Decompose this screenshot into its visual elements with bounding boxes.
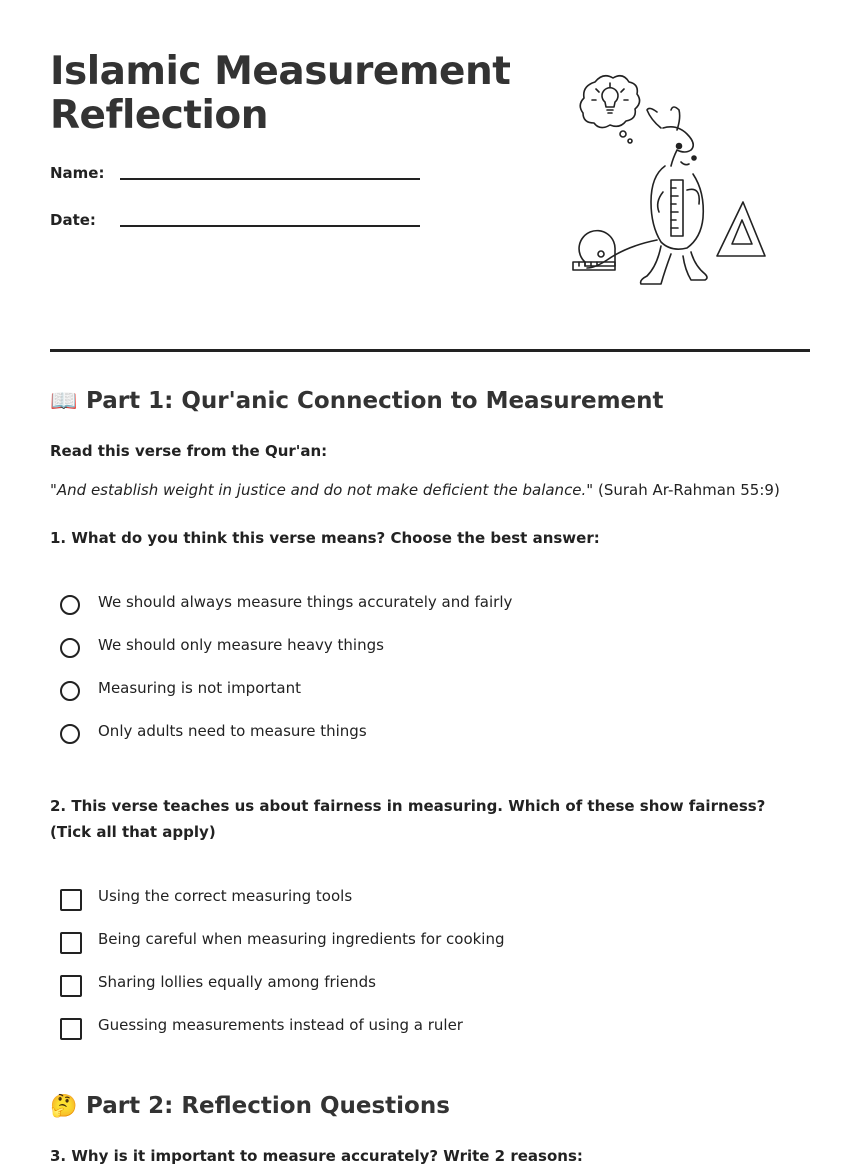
checkbox[interactable] xyxy=(60,932,82,954)
option-label: We should only measure heavy things xyxy=(98,636,384,654)
q1-option[interactable] xyxy=(60,678,760,706)
part2-heading xyxy=(50,1093,450,1119)
name-input-line[interactable] xyxy=(120,178,420,180)
kangaroo-measuring-illustration xyxy=(565,70,775,285)
book-icon: 📖 xyxy=(50,389,78,414)
checkbox[interactable] xyxy=(60,975,82,997)
radio-button[interactable] xyxy=(60,638,80,658)
option-label: Being careful when measuring ingredients for cooking xyxy=(98,930,505,948)
date-label: Date: xyxy=(50,211,96,229)
option-label: Sharing lollies equally among friends xyxy=(98,973,376,991)
part1-heading xyxy=(50,388,664,414)
verse xyxy=(50,481,780,499)
option-label: We should always measure things accurately and fairly xyxy=(98,593,513,611)
option-label: Only adults need to measure things xyxy=(98,722,367,740)
q2-option[interactable] xyxy=(60,886,760,914)
q2-option[interactable] xyxy=(60,972,760,1000)
thinking-face-icon: 🤔 xyxy=(50,1094,78,1119)
option-label: Measuring is not important xyxy=(98,679,302,697)
lightbulb-icon xyxy=(592,83,628,113)
ruler-icon xyxy=(671,180,683,236)
q1-option[interactable] xyxy=(60,635,760,663)
date-input-line[interactable] xyxy=(120,225,420,227)
checkbox[interactable] xyxy=(60,889,82,911)
kangaroo-icon xyxy=(587,107,707,284)
radio-button[interactable] xyxy=(60,595,80,615)
question-3: 3. Why is it important to measure accurately? Write 2 reasons: xyxy=(50,1147,583,1165)
q2-option[interactable] xyxy=(60,1015,760,1043)
worksheet-page xyxy=(50,0,810,1165)
option-label: Using the correct measuring tools xyxy=(98,887,353,905)
tape-measure-icon xyxy=(573,231,615,270)
name-label: Name: xyxy=(50,164,105,182)
radio-button[interactable] xyxy=(60,724,80,744)
q1-option[interactable] xyxy=(60,721,760,749)
triangle-ruler-icon xyxy=(717,202,765,256)
verse-quote: "And establish weight in justice and do not make deficient the balance." xyxy=(50,481,594,499)
date-field xyxy=(50,211,430,241)
question-2: 2. This verse teaches us about fairness in measuring. Which of these show fairness? (Tick all that apply) xyxy=(50,797,766,841)
q2-option[interactable] xyxy=(60,929,760,957)
read-verse-label: Read this verse from the Qur'an: xyxy=(50,442,328,460)
checkbox[interactable] xyxy=(60,1018,82,1040)
question-1: 1. What do you think this verse means? Choose the best answer: xyxy=(50,529,600,547)
header-divider xyxy=(50,349,810,352)
q1-option[interactable] xyxy=(60,592,760,620)
page-title xyxy=(50,50,530,138)
verse-reference: (Surah Ar-Rahman 55:9) xyxy=(598,481,780,499)
title-line-1: Islamic Measurement xyxy=(50,49,511,94)
title-line-2: Reflection xyxy=(50,93,268,138)
name-field xyxy=(50,164,430,194)
part2-heading-text: Part 2: Reflection Questions xyxy=(86,1093,450,1119)
option-label: Guessing measurements instead of using a ruler xyxy=(98,1016,463,1034)
radio-button[interactable] xyxy=(60,681,80,701)
part1-heading-text: Part 1: Qur'anic Connection to Measurement xyxy=(86,388,664,414)
